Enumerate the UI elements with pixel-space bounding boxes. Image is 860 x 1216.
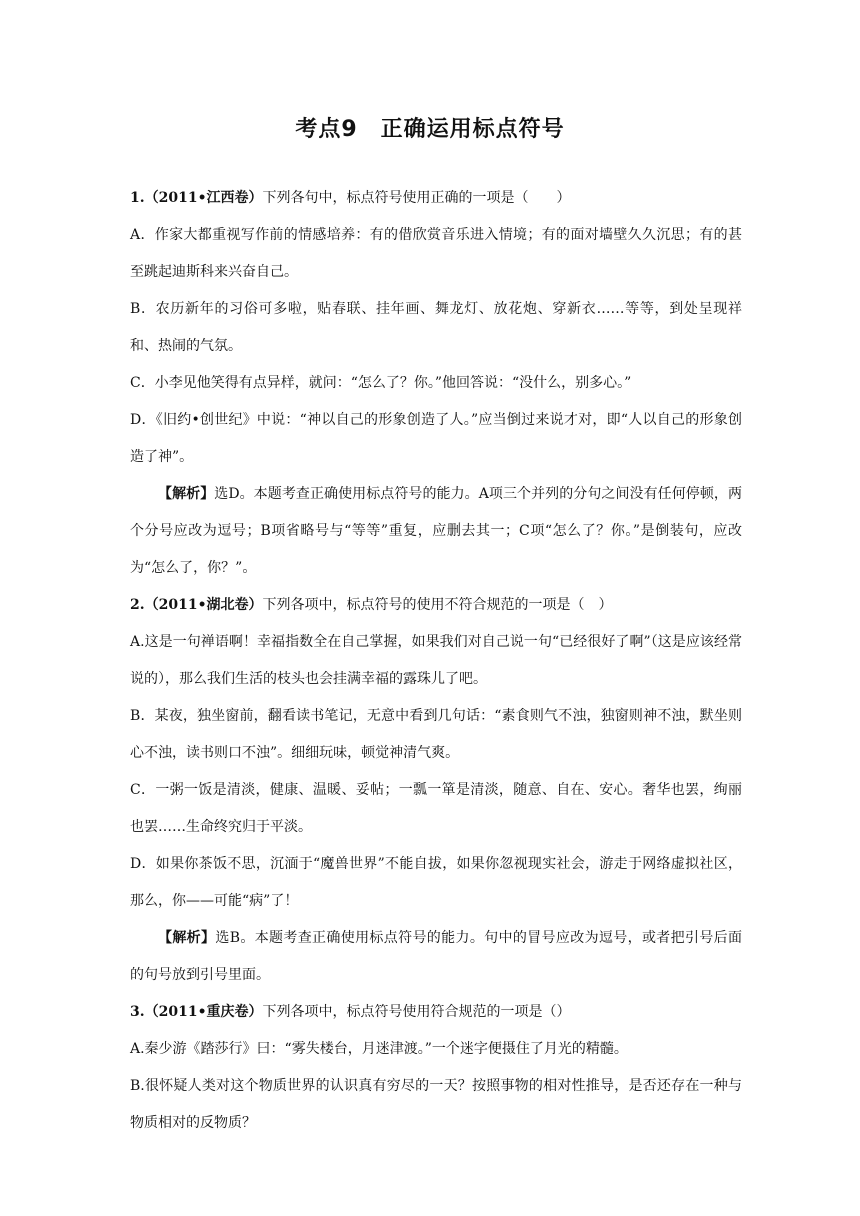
question-1-option-b: B．农历新年的习俗可多啦，贴春联、挂年画、舞龙灯、放花炮、穿新衣……等等，到处呈现祥和、热闹的气氛。 xyxy=(130,301,742,354)
question-2-option-c: C．一粥一饭是清淡，健康、温暖、妥帖；一瓢一箪是清淡，随意、自在、安心。奢华也罢，绚丽也罢……生命终究归于平淡。 xyxy=(130,782,742,835)
question-text: 下列各句中，标点符号使用正确的一项是（ ） xyxy=(262,190,571,206)
question-number: 3. xyxy=(130,1004,145,1020)
question-text: 下列各项中，标点符号使用符合规范的一项是（） xyxy=(262,1004,571,1020)
question-3-stem xyxy=(130,994,742,1031)
question-3-option-b: B.很怀疑人类对这个物质世界的认识真有穷尽的一天？按照事物的相对性推导，是否还存在一种与物质相对的反物质？ xyxy=(130,1078,742,1131)
question-3-option-a: A.秦少游《踏莎行》曰：“雾失楼台，月迷津渡。”一个迷字便摄住了月光的精髓。 xyxy=(130,1041,628,1057)
question-2-option-b: B．某夜，独坐窗前，翻看读书笔记，无意中看到几句话：“素食则气不浊，独窗则神不浊，默坐则心不浊，读书则口不浊”。细细玩味，顿觉神清气爽。 xyxy=(130,708,742,761)
analysis-text: 选B。本题考查正确使用标点符号的能力。句中的冒号应改为逗号，或者把引号后面的句号放到引号里面。 xyxy=(130,930,742,983)
question-2-option-a: A.这是一句禅语啊！幸福指数全在自己掌握，如果我们对自己说一句“已经很好了啊”（这是应该经常说的），那么我们生活的枝头也会挂满幸福的露珠儿了吧。 xyxy=(130,634,742,687)
page-title: 考点9 正确运用标点符号 xyxy=(295,117,565,142)
analysis-tag: 【解析】 xyxy=(158,486,215,502)
question-source: （2011•重庆卷） xyxy=(144,1004,263,1020)
analysis-text: 选D。本题考查正确使用标点符号的能力。A项三个并列的分句之间没有任何停顿，两个分号应改为逗号；B项省略号与“等等”重复，应删去其一；C项“怎么了？你。”是倒装句，应改为“怎么了，你？”。 xyxy=(130,486,742,576)
question-1-option-a: A．作家大都重视写作前的情感培养：有的借欣赏音乐进入情境；有的面对墙壁久久沉思；有的甚至跳起迪斯科来兴奋自己。 xyxy=(130,227,742,280)
question-1-option-c: C．小李见他笑得有点异样，就问：“怎么了？你。”他回答说：“没什么，别多心。” xyxy=(130,375,632,391)
document-body xyxy=(130,180,742,1142)
question-2-option-d: D．如果你茶饭不思，沉湎于“魔兽世界”不能自拔，如果你忽视现实社会，游走于网络虚拟社区，那么，你——可能“病”了！ xyxy=(130,856,742,909)
question-source: （2011•湖北卷） xyxy=(144,597,263,613)
question-1-stem xyxy=(130,180,742,217)
question-text: 下列各项中，标点符号的使用不符合规范的一项是（ ） xyxy=(262,597,613,613)
question-2-analysis xyxy=(130,920,742,994)
question-source: （2011•江西卷） xyxy=(144,190,263,206)
question-number: 2. xyxy=(130,597,145,613)
analysis-tag: 【解析】 xyxy=(158,930,216,946)
question-2-stem xyxy=(130,587,742,624)
question-number: 1. xyxy=(130,190,145,206)
question-1-analysis xyxy=(130,476,742,587)
question-1-option-d: D．《旧约•创世纪》中说：“神以自己的形象创造了人。”应当倒过来说才对，即“人以自己的形象创造了神”。 xyxy=(130,412,742,465)
